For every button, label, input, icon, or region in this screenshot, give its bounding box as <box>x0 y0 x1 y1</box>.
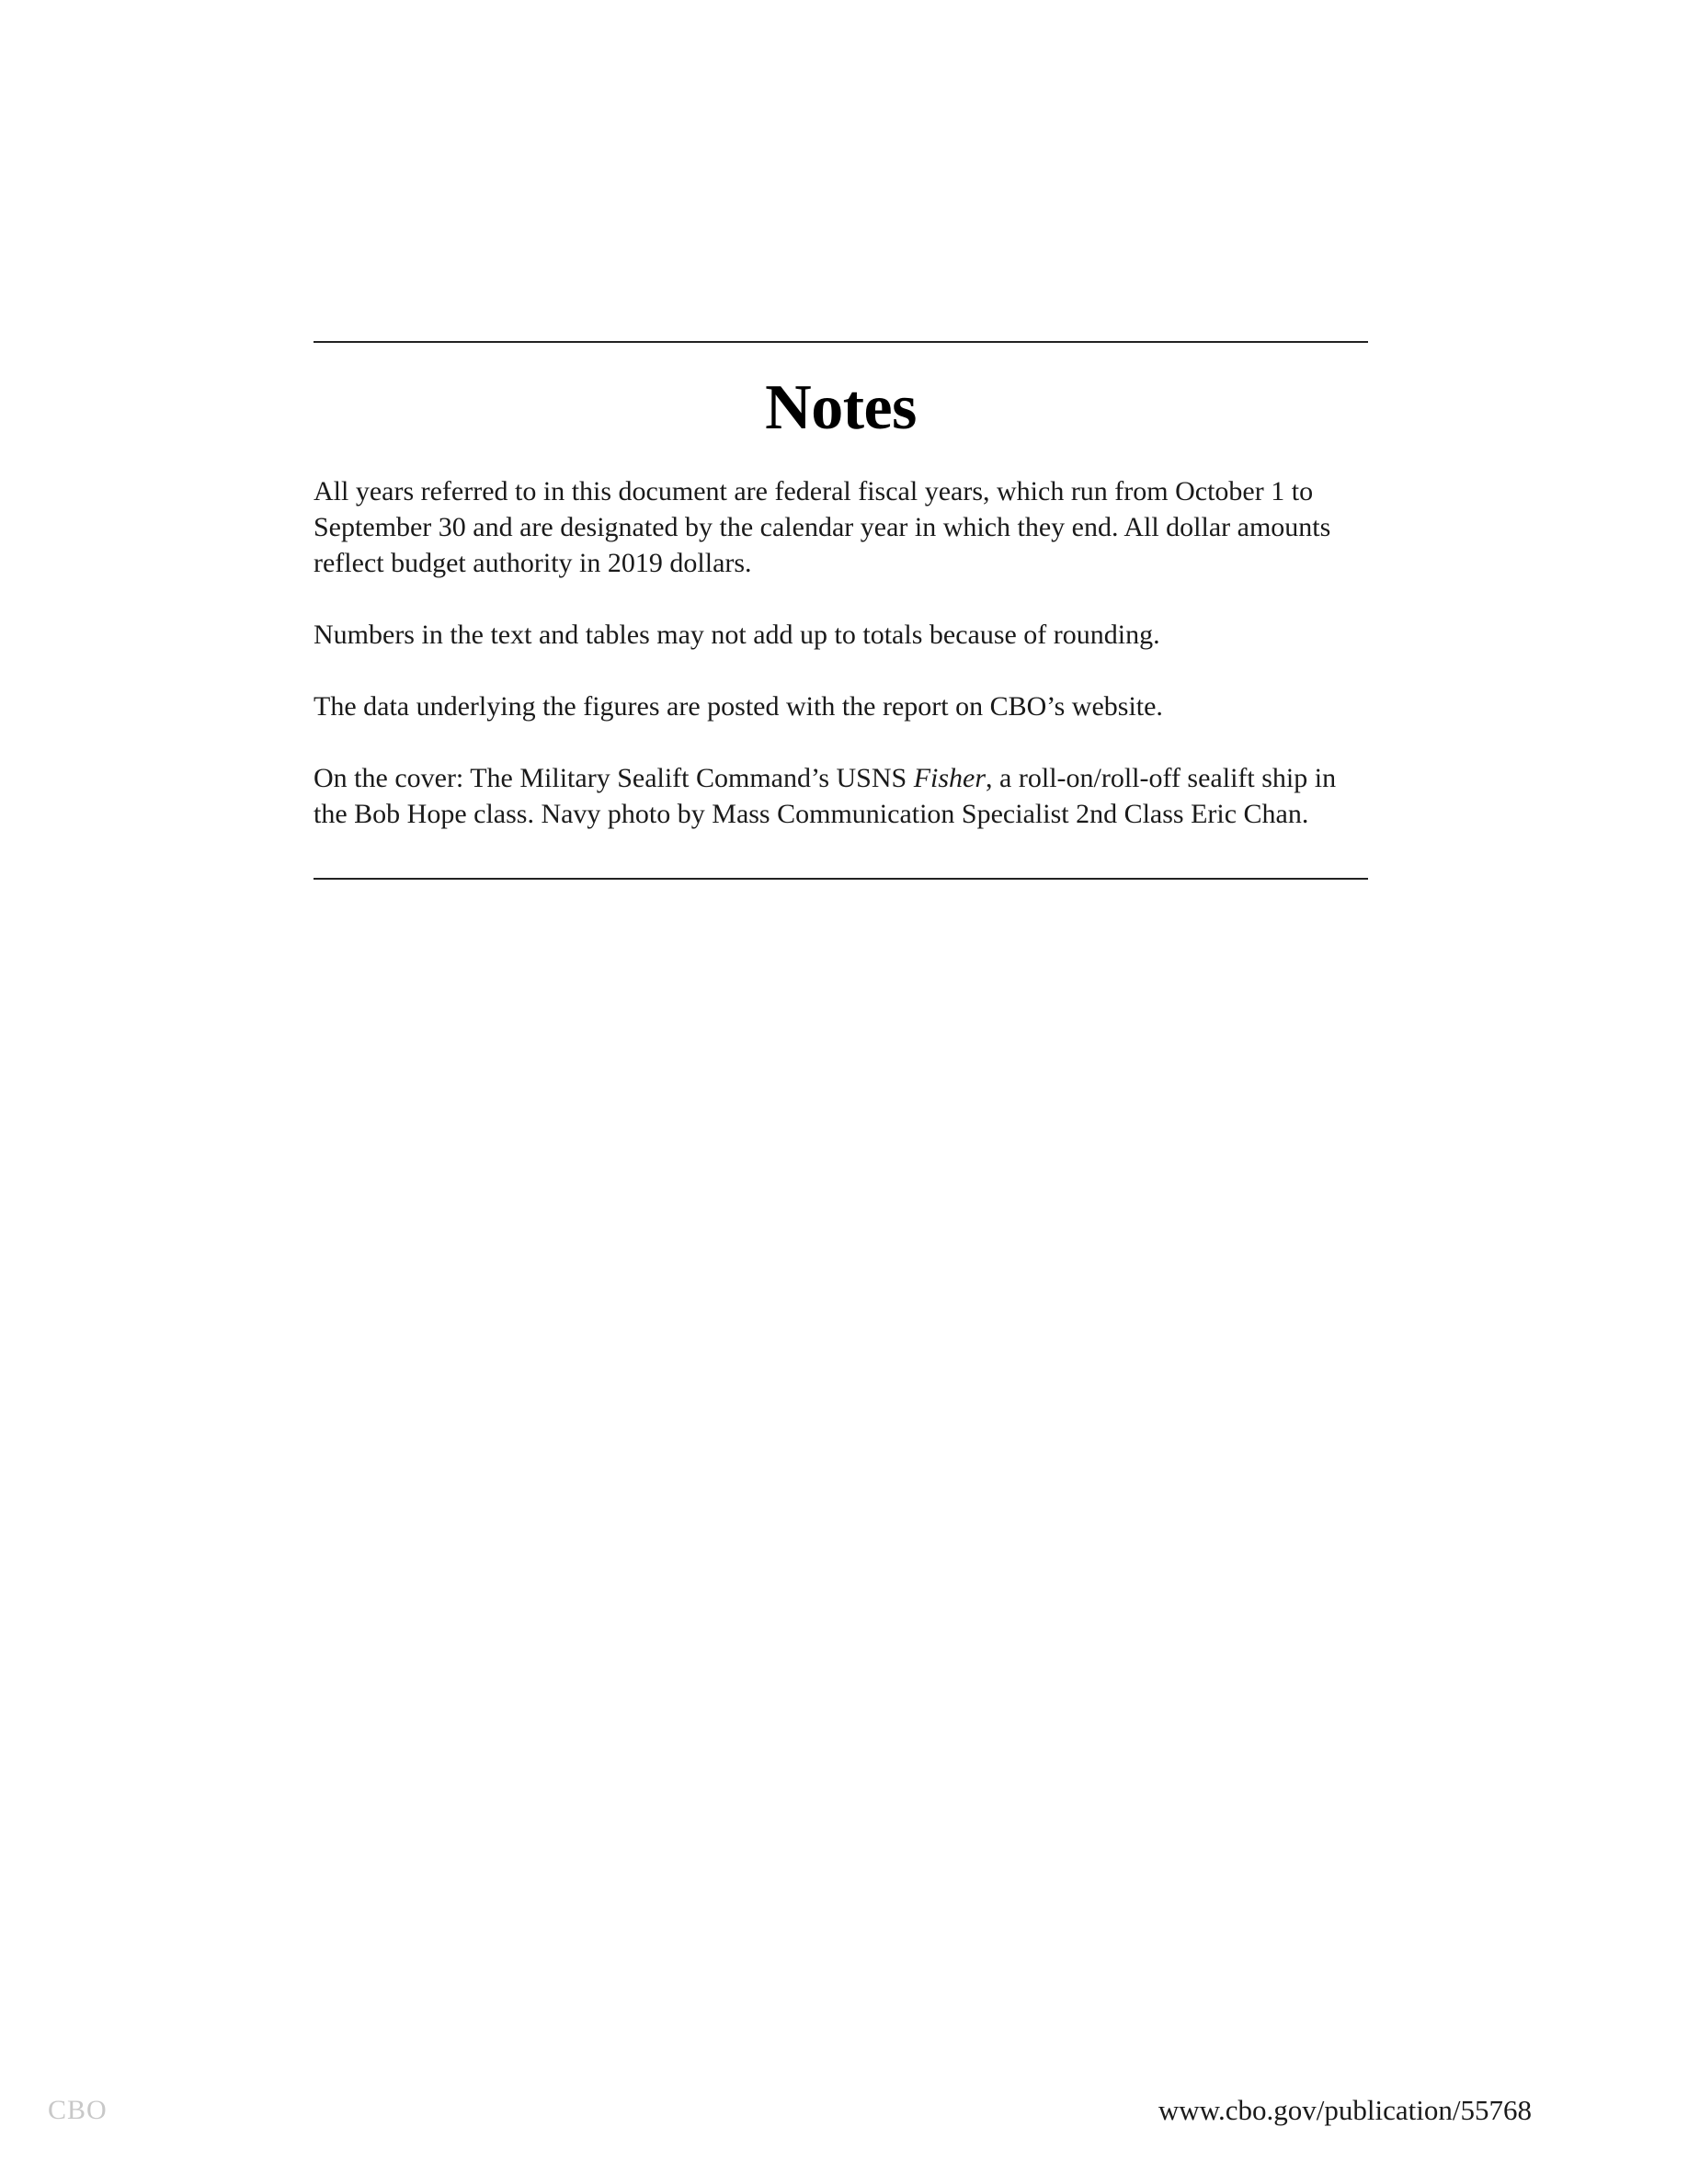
bottom-divider <box>314 878 1368 880</box>
cover-note-suffix: , a roll-on/roll-off sealift ship in the Bob Hope class. Navy photo by Mass Communication Specialist 2nd Class Eric Chan. <box>314 763 1337 829</box>
data-note: The data underlying the figures are posted with the report on CBO’s website. <box>314 691 1163 722</box>
page-title: Notes <box>765 372 917 443</box>
top-divider <box>314 341 1368 343</box>
fiscal-years-note: All years referred to in this document are federal fiscal years, which run from October 1 to September 30 and are designated by the calendar year in which they end. All dollar amounts reflect budget authority in 2019 dollars. <box>314 476 1331 578</box>
cbo-footer-mark: CBO <box>48 2095 108 2125</box>
cover-note-prefix: On the cover: The Military Sealift Command’s USNS <box>314 763 914 793</box>
notes-section <box>314 341 1368 880</box>
rounding-note: Numbers in the text and tables may not add up to totals because of rounding. <box>314 620 1160 650</box>
cover-note <box>314 760 1368 832</box>
publication-url[interactable]: www.cbo.gov/publication/55768 <box>1158 2094 1532 2126</box>
cover-ship-name: Fisher <box>913 763 987 793</box>
